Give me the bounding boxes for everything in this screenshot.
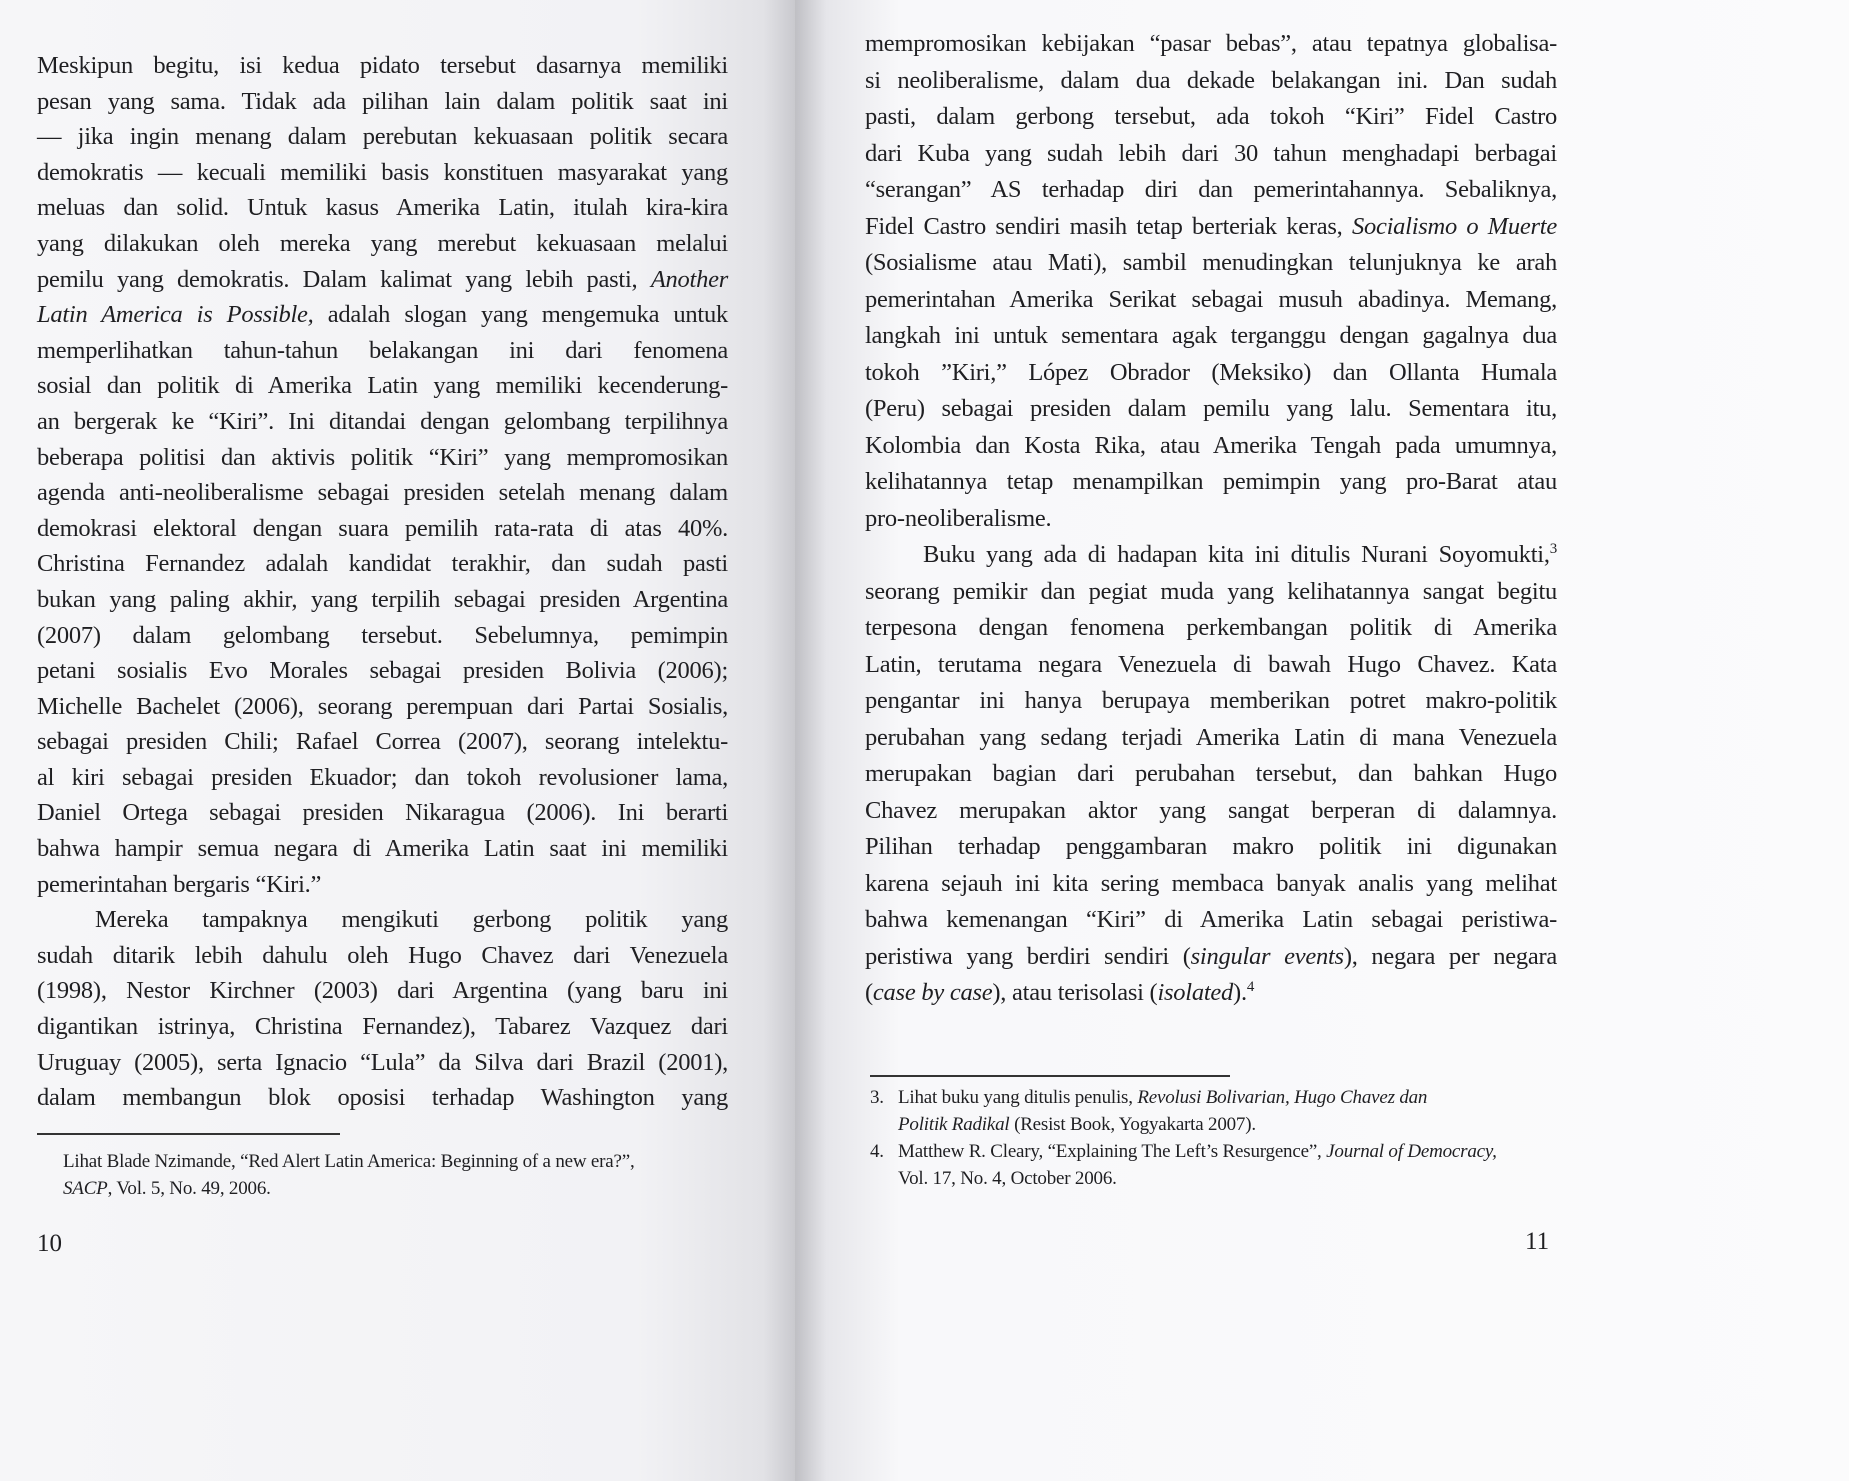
footnote-reference: 3 [1549, 540, 1557, 557]
text-run: digantikan istrinya, Christina Fernandez), Tabarez Vazquez dari [37, 1013, 728, 1041]
text-line [865, 829, 1557, 866]
italic-text: Revolusi Bolivarian, Hugo Chavez dan [1137, 1087, 1428, 1108]
text-line [865, 939, 1557, 976]
text-run: si neoliberalisme, dalam dua dekade belakangan ini. Dan sudah [865, 66, 1557, 94]
text-line [37, 1045, 728, 1081]
text-line [37, 582, 728, 618]
text-line [37, 262, 728, 298]
text-run: mempromosikan kebijakan “pasar bebas”, atau tepatnya globalisa- [865, 30, 1557, 57]
text-run: adalah slogan yang mengemuka untuk [313, 301, 728, 329]
text-run: ( [865, 979, 873, 1006]
text-run: beberapa politisi dan aktivis politik “Kiri” yang mempromosikan [37, 443, 728, 471]
italic-text: Another [650, 265, 728, 293]
text-line [865, 355, 1557, 392]
text-line [865, 537, 1557, 574]
text-run: sudah ditarik lebih dahulu oleh Hugo Chavez dari Venezuela [37, 941, 728, 969]
text-line [865, 610, 1557, 647]
text-line [865, 647, 1557, 684]
text-run: Meskipun begitu, isi kedua pidato tersebut dasarnya memiliki [37, 52, 728, 79]
text-run: — jika ingin menang dalam perebutan kekuasaan politik secara [37, 123, 728, 151]
footnote-line [898, 1138, 1560, 1165]
text-run: pesan yang sama. Tidak ada pilihan lain dalam politik saat ini [37, 87, 728, 115]
text-run: Vol. 17, No. 4, October 2006. [898, 1168, 1117, 1189]
text-run: Lihat buku yang ditulis penulis, [898, 1087, 1138, 1108]
text-run: tokoh ”Kiri,” López Obrador (Meksiko) dan Ollanta Humala [865, 358, 1557, 386]
text-run: ). [1233, 979, 1247, 1006]
italic-text: case by case [872, 979, 993, 1006]
italic-text: isolated [1157, 979, 1234, 1006]
text-line [37, 333, 728, 369]
footnote-line [63, 1175, 723, 1202]
page-number: 10 [37, 1230, 62, 1257]
footnote-line [898, 1084, 1560, 1111]
text-line [37, 938, 728, 974]
text-run: (Peru) sebagai presiden dalam pemilu yang lalu. Sementara itu, [865, 395, 1557, 422]
text-line [37, 511, 728, 547]
text-line [865, 282, 1557, 319]
text-run: Christina Fernandez adalah kandidat terakhir, dan sudah pasti [37, 550, 728, 578]
text-run: terpesona dengan fenomena perkembangan politik di Amerika [865, 614, 1557, 641]
text-run: Michelle Bachelet (2006), seorang perempuan dari Partai Sosialis, [37, 692, 728, 720]
text-run: , Vol. 5, No. 49, 2006. [107, 1178, 271, 1199]
text-run: yang dilakukan oleh mereka yang merebut kekuasaan melalui [37, 229, 728, 257]
footnote-line [63, 1148, 723, 1175]
text-run: Lihat Blade Nzimande, “Red Alert Latin America: Beginning of a new era?”, [63, 1151, 635, 1172]
text-run: peristiwa yang berdiri sendiri ( [865, 942, 1191, 970]
text-line [37, 760, 728, 796]
text-run: Latin, terutama negara Venezuela di bawah Hugo Chavez. Kata [865, 650, 1557, 678]
text-line [37, 404, 728, 440]
text-line [37, 1080, 728, 1116]
text-line [37, 653, 728, 689]
text-run: dari Kuba yang sudah lebih dari 30 tahun menghadapi berbagai [865, 139, 1557, 167]
left-page-footnotes [63, 1148, 723, 1202]
text-line [37, 84, 728, 120]
text-line [37, 119, 728, 155]
italic-text: SACP [63, 1178, 108, 1199]
footnote-divider [37, 1133, 340, 1135]
text-line [37, 795, 728, 831]
text-run: pasti, dalam gerbong tersebut, ada tokoh “Kiri” Fidel Castro [865, 103, 1557, 130]
text-line [865, 99, 1557, 136]
text-run: petani sosialis Evo Morales sebagai presiden Bolivia (2006); [37, 657, 728, 685]
text-run: Fidel Castro sendiri masih tetap berteriak keras, [865, 212, 1352, 240]
text-run: Chavez merupakan aktor yang sangat berperan di dalamnya. [865, 796, 1557, 824]
italic-text: Politik Radikal [898, 1114, 1010, 1135]
text-run: Kolombia dan Kosta Rika, atau Amerika Tengah pada umumnya, [865, 431, 1557, 459]
footnote [63, 1148, 723, 1202]
text-line [37, 867, 728, 903]
text-run: kelihatannya tetap menampilkan pemimpin yang pro-Barat atau [865, 468, 1557, 495]
text-run: pemilu yang demokratis. Dalam kalimat yang lebih pasti, [37, 265, 651, 293]
page-number: 11 [1525, 1228, 1550, 1255]
text-line [865, 756, 1557, 793]
text-run: ), negara per negara [1343, 942, 1557, 970]
text-run: demokrasi elektoral dengan suara pemilih rata-rata di atas 40%. [37, 514, 728, 542]
text-run: sebagai presiden Chili; Rafael Correa (2007), seorang intelektu- [37, 728, 728, 756]
text-line [37, 48, 728, 84]
text-line [37, 618, 728, 654]
text-run: langkah ini untuk sementara agak terganggu dengan gagalnya dua [865, 322, 1557, 349]
text-line [865, 683, 1557, 720]
text-run: (2007) dalam gelombang tersebut. Sebelumnya, pemimpin [37, 621, 728, 649]
text-run: Buku yang ada di hadapan kita ini ditulis Nurani Soyomukti, [923, 541, 1550, 568]
text-line [865, 501, 1557, 538]
text-line [865, 245, 1557, 282]
text-run: merupakan bagian dari perubahan tersebut, dan bahkan Hugo [865, 760, 1557, 787]
text-line [865, 136, 1557, 173]
text-run: pengantar ini hanya berupaya memberikan potret makro-politik [865, 687, 1557, 714]
text-run: al kiri sebagai presiden Ekuador; dan tokoh revolusioner lama, [37, 763, 728, 791]
italic-text: Journal of Democracy, [1326, 1141, 1497, 1162]
text-line [865, 428, 1557, 465]
text-run: Pilihan terhadap penggambaran makro politik ini digunakan [865, 833, 1557, 860]
text-run: pemerintahan bergaris “Kiri.” [37, 870, 322, 898]
footnote-line [898, 1111, 1560, 1138]
text-run: karena sejauh ini kita sering membaca banyak analis yang melihat [865, 869, 1557, 897]
text-run: Mereka tampaknya mengikuti gerbong politik yang [95, 906, 728, 934]
left-page [0, 0, 795, 1481]
footnote-number: 3. [870, 1087, 884, 1108]
text-run: an bergerak ke “Kiri”. Ini ditandai dengan gelombang terpilihnya [37, 407, 728, 435]
text-line [37, 546, 728, 582]
text-line [37, 475, 728, 511]
text-line [37, 689, 728, 725]
text-run: bahwa kemenangan “Kiri” di Amerika Latin sebagai peristiwa- [865, 906, 1557, 933]
text-line [37, 831, 728, 867]
text-run: perubahan yang sedang terjadi Amerika Latin di mana Venezuela [865, 723, 1557, 751]
text-line [865, 464, 1557, 501]
text-run: dalam membangun blok oposisi terhadap Washington yang [37, 1084, 728, 1112]
text-line [865, 172, 1557, 209]
footnote [870, 1084, 1560, 1138]
text-run: Daniel Ortega sebagai presiden Nikaragua (2006). Ini berarti [37, 799, 728, 827]
text-run: seorang pemikir dan pegiat muda yang kelihatannya sangat begitu [865, 577, 1557, 605]
text-line [37, 368, 728, 404]
text-line [865, 866, 1557, 903]
text-line [865, 574, 1557, 611]
text-run: bukan yang paling akhir, yang terpilih sebagai presiden Argentina [37, 585, 728, 613]
footnote-divider [870, 1075, 1230, 1077]
text-run: memperlihatkan tahun-tahun belakangan ini dari fenomena [37, 336, 728, 364]
text-line [37, 297, 728, 333]
footnote [870, 1138, 1560, 1192]
text-run: ), atau terisolasi ( [992, 979, 1158, 1006]
text-run: meluas dan solid. Untuk kasus Amerika Latin, itulah kira-kira [37, 194, 728, 222]
footnote-reference: 4 [1246, 978, 1255, 995]
text-line [37, 155, 728, 191]
text-line [865, 391, 1557, 428]
text-run: Matthew R. Cleary, “Explaining The Left’s Resurgence”, [898, 1141, 1327, 1162]
italic-text: Latin America is Possible, [37, 301, 314, 329]
text-line [37, 440, 728, 476]
italic-text: singular events [1190, 942, 1344, 970]
text-run: “serangan” AS terhadap diri dan pemerintahannya. Sebaliknya, [865, 176, 1557, 203]
text-run: agenda anti-neoliberalisme sebagai presiden setelah menang dalam [37, 479, 728, 507]
footnote-line [898, 1165, 1560, 1192]
text-line [865, 318, 1557, 355]
right-page [795, 0, 1849, 1481]
text-line [37, 1009, 728, 1045]
text-run: (Sosialisme atau Mati), sambil menudingkan telunjuknya ke arah [865, 249, 1557, 276]
text-line [37, 190, 728, 226]
text-run: pemerintahan Amerika Serikat sebagai musuh abadinya. Memang, [865, 285, 1557, 313]
right-page-body-text [865, 26, 1557, 1012]
text-run: (1998), Nestor Kirchner (2003) dari Argentina (yang baru ini [37, 977, 728, 1005]
footnote-number: 4. [870, 1141, 884, 1162]
text-line [865, 793, 1557, 830]
right-page-footnotes [870, 1084, 1560, 1192]
italic-text: Socialismo o Muerte [1351, 212, 1557, 240]
text-line [37, 973, 728, 1009]
text-line [865, 63, 1557, 100]
text-line [865, 26, 1557, 63]
text-line [37, 724, 728, 760]
text-line [865, 720, 1557, 757]
text-line [865, 975, 1557, 1012]
text-line [37, 226, 728, 262]
text-run: pro-neoliberalisme. [865, 504, 1052, 532]
text-line [37, 902, 728, 938]
text-run: bahwa hampir semua negara di Amerika Latin saat ini memiliki [37, 835, 728, 863]
text-run: (Resist Book, Yogyakarta 2007). [1009, 1114, 1256, 1135]
text-run: Uruguay (2005), serta Ignacio “Lula” da Silva dari Brazil (2001), [37, 1048, 728, 1076]
text-run: demokratis — kecuali memiliki basis konstituen masyarakat yang [37, 158, 728, 186]
left-page-body-text [37, 48, 728, 1116]
text-line [865, 902, 1557, 939]
text-line [865, 209, 1557, 246]
text-run: sosial dan politik di Amerika Latin yang memiliki kecenderung- [37, 372, 728, 400]
